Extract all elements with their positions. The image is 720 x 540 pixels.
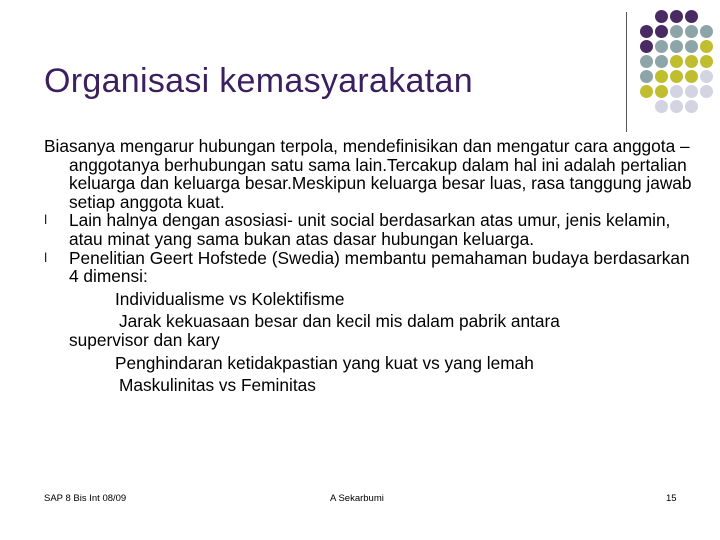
decoration-dot xyxy=(670,25,683,38)
decoration-dot xyxy=(685,25,698,38)
dimension-text: Penghindaran ketidakpastian yang kuat vs yang lemah xyxy=(115,352,534,373)
decoration-dot xyxy=(670,10,683,23)
dimension-item xyxy=(44,312,694,331)
title-divider-line xyxy=(626,12,627,132)
slide-body xyxy=(44,137,694,395)
decoration-dot xyxy=(655,40,668,53)
footer-author: A Sekarbumi xyxy=(330,493,384,504)
decoration-dot xyxy=(670,40,683,53)
decoration-dot xyxy=(640,100,653,113)
dimension-text: Jarak kekuasaan besar dan kecil mis dalam pabrik antara xyxy=(119,311,560,332)
decoration-dot xyxy=(700,70,713,83)
bullet-icon: l xyxy=(44,250,48,265)
footer-course-code: SAP 8 Bis Int 08/09 xyxy=(44,493,127,504)
decoration-dot xyxy=(685,100,698,113)
bullet-text: Lain halnya dengan asosiasi- unit social berdasarkan atas umur, jenis kelamin, atau minat yang sama bukan atas dasar hubungan keluarga. xyxy=(69,210,671,249)
decoration-dot xyxy=(685,85,698,98)
intro-paragraph: Biasanya mengarur hubungan terpola, mendefinisikan dan mengatur cara anggota –anggotanya berhubungan satu sama lain.Tercakup dalam hal ini adalah pertalian keluarga dan keluarga besar.Meskipun keluarga besar luas, rasa tanggung jawab setiap anggota kuat. xyxy=(44,136,692,212)
decoration-dot xyxy=(685,70,698,83)
decoration-dot xyxy=(700,10,713,23)
dimension-item xyxy=(44,354,694,373)
dimension-text: supervisor dan kary xyxy=(69,329,220,350)
dimension-item-continuation xyxy=(44,331,694,350)
bullet-item-hofstede xyxy=(44,249,694,286)
decoration-dot xyxy=(655,100,668,113)
decoration-dot xyxy=(685,40,698,53)
decoration-dot xyxy=(640,70,653,83)
decoration-dot xyxy=(700,100,713,113)
decoration-dot xyxy=(700,85,713,98)
decoration-dot xyxy=(685,55,698,68)
dimension-item xyxy=(44,376,694,395)
decoration-dot xyxy=(655,10,668,23)
decoration-dot xyxy=(655,85,668,98)
decoration-dot xyxy=(685,10,698,23)
decoration-dot xyxy=(670,55,683,68)
decoration-dot xyxy=(640,40,653,53)
decoration-dot xyxy=(700,40,713,53)
decoration-dot xyxy=(640,25,653,38)
decoration-dot xyxy=(640,85,653,98)
decoration-dot-grid xyxy=(640,10,713,113)
bullet-icon: l xyxy=(44,213,48,228)
decoration-dot xyxy=(670,70,683,83)
dimension-text: Individualisme vs Kolektifisme xyxy=(115,288,345,309)
decoration-dot xyxy=(640,55,653,68)
decoration-dot xyxy=(670,100,683,113)
decoration-dot xyxy=(655,25,668,38)
dimension-item xyxy=(44,290,694,309)
decoration-dot xyxy=(670,85,683,98)
decoration-dot xyxy=(700,25,713,38)
decoration-dot xyxy=(655,70,668,83)
decoration-dot xyxy=(655,55,668,68)
dimension-list xyxy=(44,290,694,395)
footer-page-number: 15 xyxy=(666,493,677,504)
decoration-dot xyxy=(700,55,713,68)
slide-title: Organisasi kemasyarakatan xyxy=(44,62,473,100)
bullet-item-asosiasi xyxy=(44,211,694,248)
decoration-dot xyxy=(640,10,653,23)
dimension-text: Maskulinitas vs Feminitas xyxy=(119,375,316,396)
bullet-text: Penelitian Geert Hofstede (Swedia) membantu pemahaman budaya berdasarkan 4 dimensi: xyxy=(69,247,690,287)
